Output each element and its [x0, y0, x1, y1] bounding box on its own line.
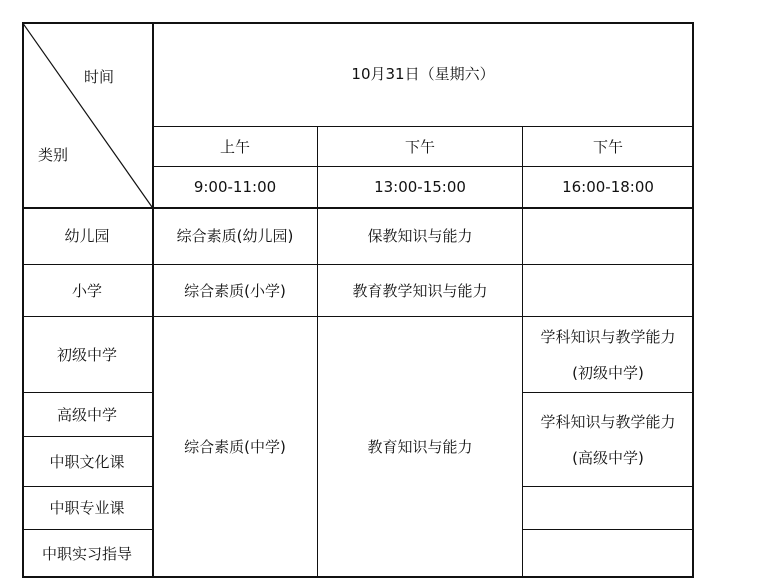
subject-note: (初级中学) [572, 363, 644, 382]
subject-cell [153, 208, 318, 265]
empty-cell [523, 530, 694, 578]
session-period-text: 下午 [592, 137, 623, 156]
subject-cell [153, 265, 318, 317]
subject-cell [523, 317, 694, 393]
session-period-text: 下午 [404, 137, 435, 156]
header-divider [22, 207, 694, 209]
corner-diagonal [22, 22, 153, 208]
category-label: 小学 [71, 281, 102, 300]
subject-cell [318, 208, 523, 265]
category-cell [22, 265, 153, 317]
subject-cell-merged [153, 317, 318, 578]
session-period-2 [318, 127, 523, 167]
empty-cell [523, 208, 694, 265]
subject-text: 综合素质(幼儿园) [176, 227, 294, 245]
subject-text: 学科知识与教学能力 [540, 412, 676, 431]
subject-text: 综合素质(中学) [184, 438, 286, 456]
exam-schedule-table [22, 22, 694, 578]
empty-cell [523, 487, 694, 530]
category-label: 幼儿园 [64, 227, 110, 245]
session-time-1 [153, 167, 318, 208]
category-label: 高级中学 [56, 405, 117, 424]
subject-text: 教育知识与能力 [367, 438, 473, 456]
subject-text: 综合素质(小学) [184, 281, 286, 300]
session-period-text: 上午 [219, 137, 250, 156]
session-time-text: 9:00-11:00 [193, 178, 277, 196]
session-period-3 [523, 127, 694, 167]
subject-cell-merged [318, 317, 523, 578]
category-cell [22, 487, 153, 530]
category-label: 中职专业课 [49, 499, 125, 517]
session-time-text: 16:00-18:00 [562, 178, 654, 196]
subject-cell [318, 265, 523, 317]
corner-time-label: 时间 [84, 68, 115, 86]
session-time-2 [318, 167, 523, 208]
category-cell [22, 437, 153, 487]
category-cell [22, 317, 153, 393]
corner-category-label: 类别 [38, 146, 69, 164]
category-cell [22, 208, 153, 265]
session-time-3 [523, 167, 694, 208]
empty-cell [523, 265, 694, 317]
date-header-text: 10月31日（星期六） [351, 65, 495, 83]
corner-header-cell [22, 22, 153, 208]
subject-text: 保教知识与能力 [367, 227, 473, 245]
session-time-text: 13:00-15:00 [374, 178, 466, 196]
session-period-1 [153, 127, 318, 167]
category-cell [22, 530, 153, 578]
category-label: 初级中学 [56, 345, 117, 364]
category-column-divider [152, 22, 154, 578]
category-cell [22, 393, 153, 437]
date-header [153, 22, 694, 127]
subject-text: 学科知识与教学能力 [540, 327, 676, 346]
subject-note: (高级中学) [572, 448, 644, 467]
subject-cell-merged [523, 393, 694, 487]
subject-text: 教育教学知识与能力 [352, 281, 488, 300]
category-label: 中职实习指导 [41, 544, 132, 563]
category-label: 中职文化课 [49, 452, 125, 471]
